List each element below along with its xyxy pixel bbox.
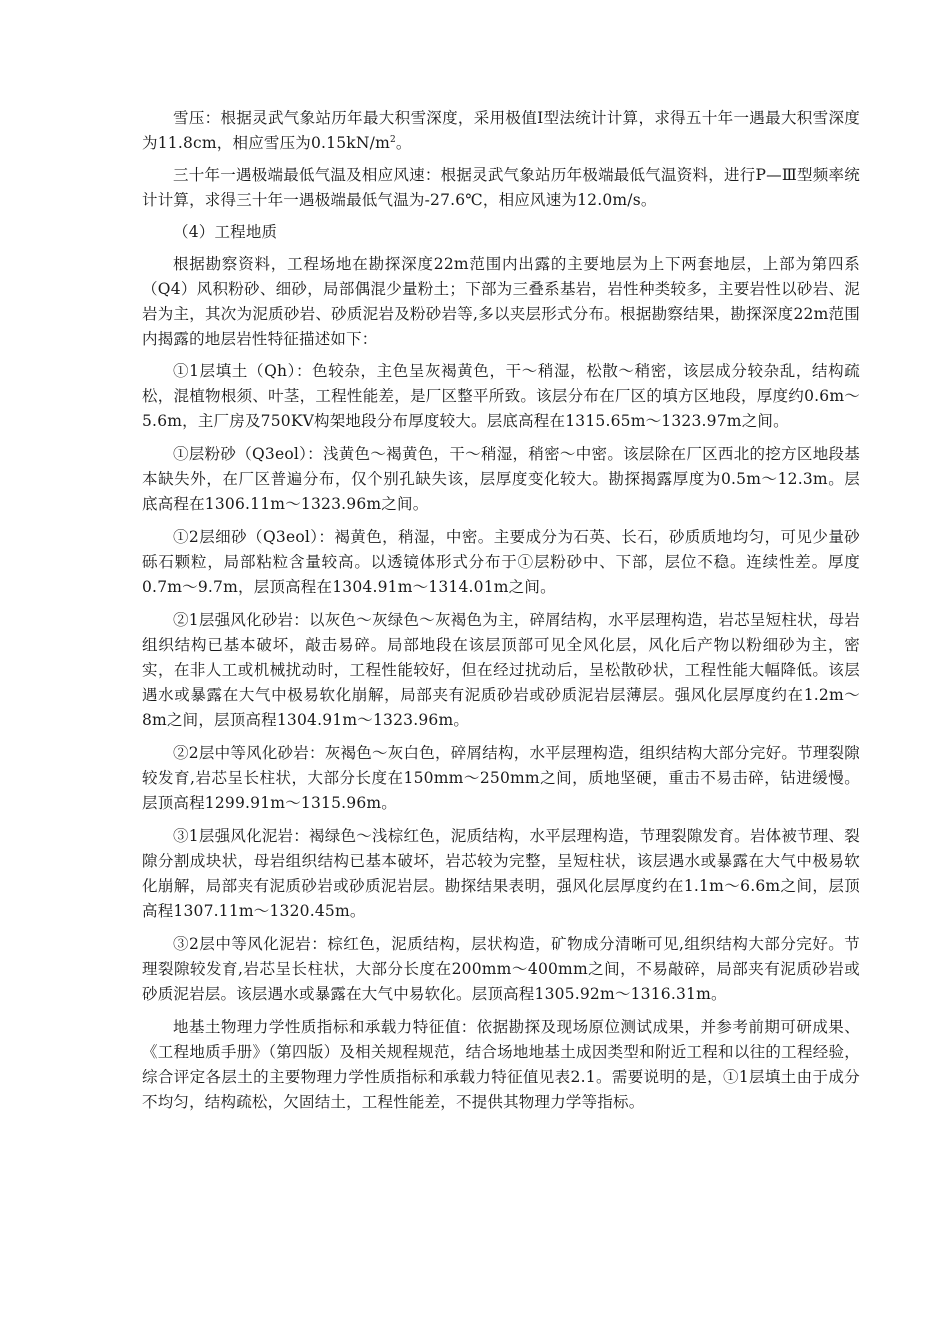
snow-pressure-end: 。	[395, 134, 412, 152]
snow-pressure-paragraph	[142, 106, 860, 156]
survey-intro-paragraph: 根据勘察资料，工程场地在勘探深度22m范围内出露的主要地层为上下两套地层，上部为第四系（Q4）风积粉砂、细砂，局部偶混少量粉土；下部为三叠系基岩，岩性种类较多，主要岩性以砂岩、泥岩为主，其次为泥质砂岩、砂质泥岩及粉砂岩等,多以夹层形式分布。根据勘察结果，勘探深度22m范围内揭露的地层岩性特征描述如下：	[142, 255, 860, 348]
layer-2-2-paragraph: ②2层中等风化砂岩：灰褐色～灰白色，碎屑结构，水平层理构造，组织结构大部分完好。节理裂隙较发育,岩芯呈长柱状，大部分长度在150mm～250mm之间，质地坚硬，重击不易击碎，钻进缓慢。层顶高程1299.91m～1315.96m。	[142, 744, 860, 812]
layer-1-1-paragraph: ①1层填土（Qh）：色较杂，主色呈灰褐黄色，干～稍湿，松散～稍密，该层成分较杂乱，结构疏松，混植物根须、叶茎，工程性能差，是厂区整平所致。该层分布在厂区的填方区地段，厚度约0.6m～5.6m，主厂房及750KV构架地段分布厚度较大。层底高程在1315.65m～1323.97m之间。	[142, 362, 860, 430]
document-page	[142, 106, 860, 1115]
foundation-paragraph: 地基土物理力学性质指标和承载力特征值：依据勘探及现场原位测试成果，并参考前期可研成果、《工程地质手册》（第四版）及相关规程规范，结合场地地基土成因类型和附近工程和以往的工程经验，综合评定各层土的主要物理力学性质指标和承载力特征值见表2.1。需要说明的是，①1层填土由于成分不均匀，结构疏松，欠固结土，工程性能差，不提供其物理力学等指标。	[142, 1018, 860, 1111]
section-heading: （4）工程地质	[173, 223, 278, 241]
layer-3-2-paragraph: ③2层中等风化泥岩：棕红色，泥质结构，层状构造，矿物成分清晰可见,组织结构大部分完好。节理裂隙较发育,岩芯呈长柱状，大部分长度在200mm～400mm之间，不易敲碎，局部夹有泥质砂岩或砂质泥岩层。该层遇水或暴露在大气中易软化。层顶高程1305.92m～1316.31m。	[142, 935, 860, 1003]
layer-3-1-paragraph: ③1层强风化泥岩：褐绿色～浅棕红色，泥质结构，水平层理构造，节理裂隙发育。岩体被节理、裂隙分割成块状，母岩组织结构已基本破坏，岩芯较为完整，呈短柱状，该层遇水或暴露在大气中极易软化崩解，局部夹有泥质砂岩或砂质泥岩层。勘探结果表明，强风化层厚度约在1.1m～6.6m之间，层顶高程1307.11m～1320.45m。	[142, 827, 860, 920]
layer-1-2-paragraph: ①2层细砂（Q3eol）：褐黄色，稍湿，中密。主要成分为石英、长石，砂质质地均匀，可见少量砂砾石颗粒，局部粘粒含量较高。以透镜体形式分布于①层粉砂中、下部，层位不稳。连续性差。厚度0.7m～9.7m，层顶高程在1304.91m～1314.01m之间。	[142, 528, 860, 596]
layer-1-paragraph: ①层粉砂（Q3eol）：浅黄色～褐黄色，干～稍湿，稍密～中密。该层除在厂区西北的挖方区地段基本缺失外，在厂区普遍分布，仅个别孔缺失该，层厚度变化较大。勘探揭露厚度为0.5m～12.3m。层底高程在1306.11m～1323.96m之间。	[142, 445, 860, 513]
low-temperature-paragraph: 三十年一遇极端最低气温及相应风速：根据灵武气象站历年极端最低气温资料，进行P—Ⅲ型频率统计计算，求得三十年一遇极端最低气温为-27.6℃，相应风速为12.0m/s。	[142, 166, 860, 209]
snow-pressure-text: 雪压：根据灵武气象站历年最大积雪深度，采用极值Ⅰ型法统计计算，求得五十年一遇最大积雪深度为11.8cm，相应雪压为0.15kN/m	[142, 109, 860, 152]
layer-2-1-paragraph: ②1层强风化砂岩：以灰色～灰绿色～灰褐色为主，碎屑结构，水平层理构造，岩芯呈短柱状，母岩组织结构已基本破坏，敲击易碎。局部地段在该层顶部可见全风化层，风化后产物以粉细砂为主，密实，在非人工或机械扰动时，工程性能较好，但在经过扰动后，呈松散砂状，工程性能大幅降低。该层遇水或暴露在大气中极易软化崩解，局部夹有泥质砂岩或砂质泥岩层薄层。强风化层厚度约在1.2m～8m之间，层顶高程1304.91m～1323.96m。	[142, 611, 860, 729]
unit-superscript: 2	[389, 134, 396, 145]
